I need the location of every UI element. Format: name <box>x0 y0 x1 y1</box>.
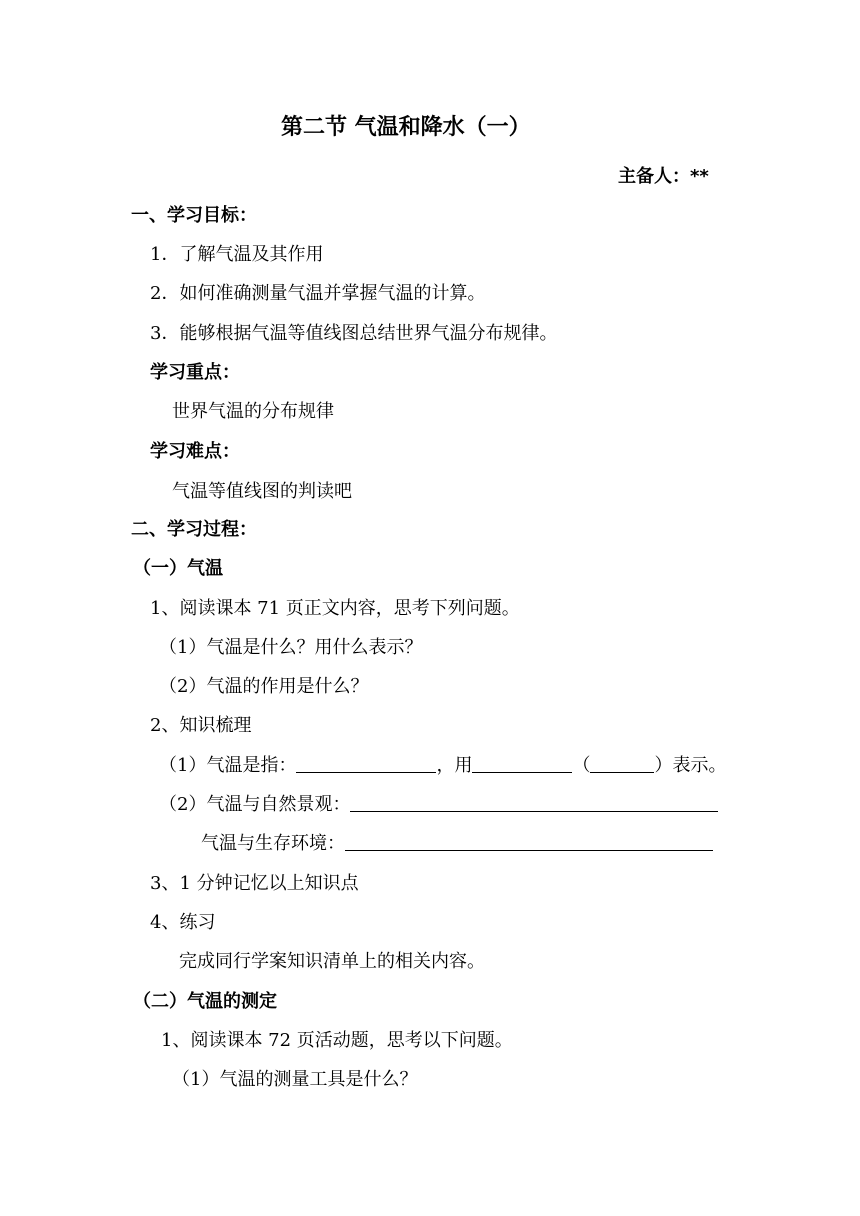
author-line: 主备人：** <box>618 166 709 187</box>
page-title: 第二节 气温和降水（一） <box>281 115 531 140</box>
question-item: （1）气温是什么？用什么表示？ <box>159 637 423 658</box>
fill-in-line-definition <box>159 754 726 778</box>
difficulty-text: 气温等值线图的判读吧 <box>172 481 352 502</box>
goal-item: 1．了解气温及其作用 <box>150 244 324 265</box>
list-item: 4、练习 <box>150 912 216 933</box>
key-point-text: 世界气温的分布规律 <box>172 401 334 422</box>
list-item: 1、阅读课本 71 页正文内容，思考下列问题。 <box>150 598 520 619</box>
list-item: 1、阅读课本 72 页活动题，思考以下问题。 <box>161 1030 513 1051</box>
list-item: 2、知识梳理 <box>150 715 252 736</box>
goal-item: 2．如何准确测量气温并掌握气温的计算。 <box>150 283 486 304</box>
key-point-label: 学习重点： <box>150 362 240 383</box>
fill-text: （2）气温与自然景观： <box>159 794 351 815</box>
fill-in-line-environment <box>201 832 713 856</box>
subsection-heading-measurement: （二）气温的测定 <box>133 991 277 1012</box>
list-item: 3、1 分钟记忆以上知识点 <box>150 873 359 894</box>
fill-in-line-landscape <box>159 793 718 817</box>
goal-item: 3．能够根据气温等值线图总结世界气温分布规律。 <box>150 323 558 344</box>
practice-text: 完成同行学案知识清单上的相关内容。 <box>179 951 485 972</box>
fill-text: ）表示。 <box>654 755 727 776</box>
fill-text: （1）气温是指： <box>159 755 297 776</box>
fill-text: ，用 <box>436 755 473 776</box>
question-item: （1）气温的测量工具是什么？ <box>172 1069 418 1090</box>
section-heading-process: 二、学习过程： <box>131 519 257 540</box>
answer-blank[interactable] <box>296 754 436 773</box>
answer-blank[interactable] <box>350 793 718 812</box>
answer-blank[interactable] <box>345 832 713 851</box>
subsection-heading-temperature: （一）气温 <box>133 558 223 579</box>
fill-text: 气温与生存环境： <box>201 833 345 854</box>
question-item: （2）气温的作用是什么？ <box>159 676 369 697</box>
answer-blank[interactable] <box>590 754 654 773</box>
difficulty-label: 学习难点： <box>150 441 240 462</box>
fill-text: （ <box>572 755 591 776</box>
answer-blank[interactable] <box>472 754 572 773</box>
section-heading-goals: 一、学习目标： <box>131 205 257 226</box>
